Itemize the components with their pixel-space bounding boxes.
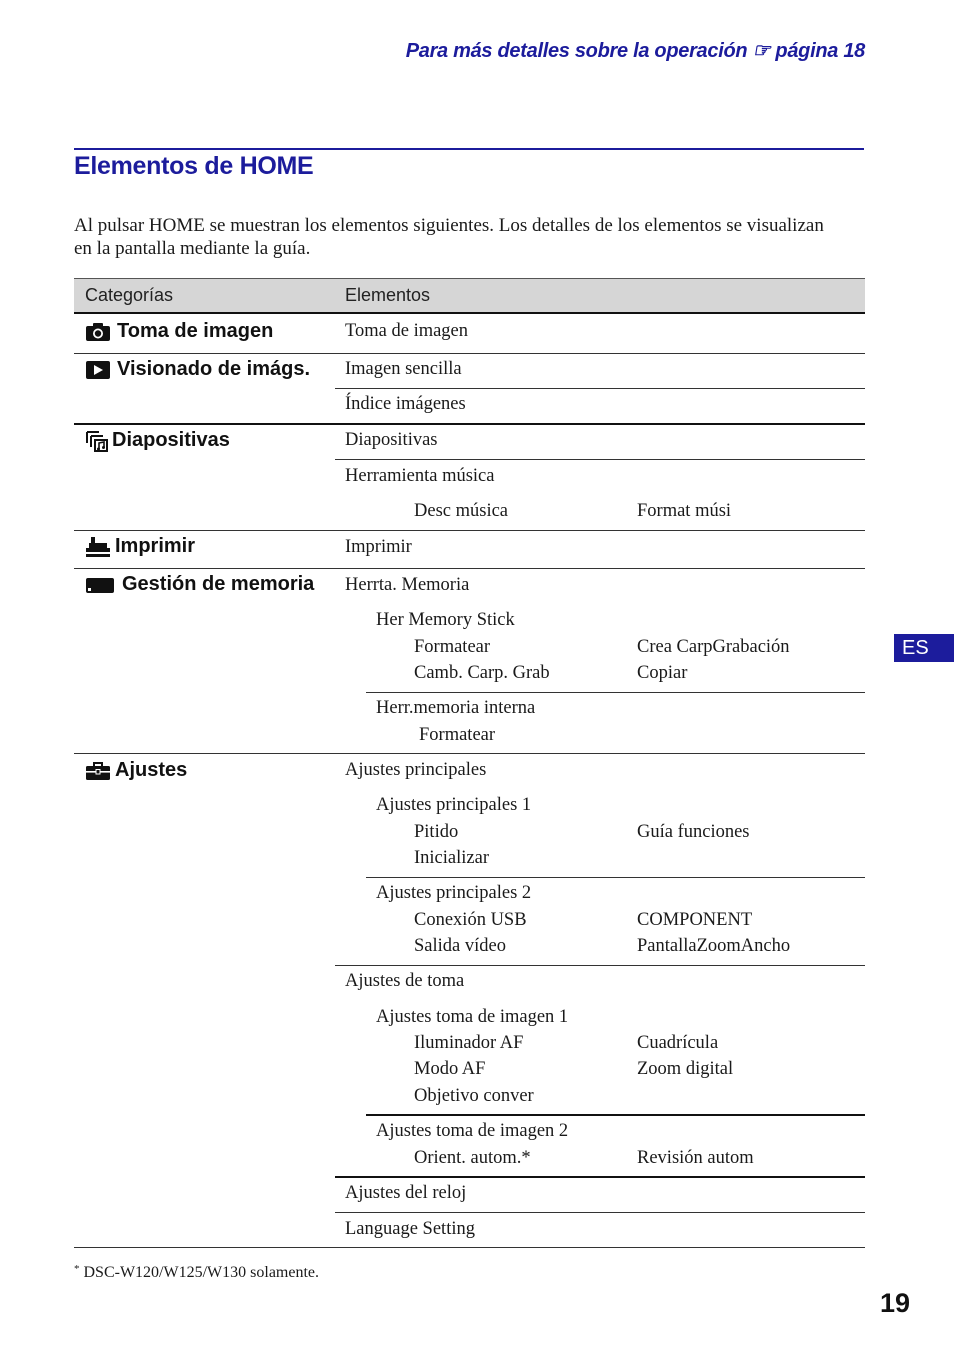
item-modo-af: Modo AF	[414, 1059, 486, 1079]
footnote	[74, 1263, 319, 1282]
operation-details-link[interactable]: Para más detalles sobre la operación ☞ página 18	[405, 40, 865, 62]
row-divider	[74, 568, 865, 569]
item-formatear: Formatear	[414, 637, 491, 657]
row-divider	[335, 388, 865, 389]
category-label: Visionado de imágs.	[117, 358, 311, 380]
camera-icon	[85, 322, 111, 342]
item-imagen-sencilla: Imagen sencilla	[345, 359, 462, 379]
title-rule	[74, 148, 864, 150]
item-pantalla-zoom-ancho: PantallaZoomAncho	[637, 936, 791, 956]
table-header	[74, 278, 865, 314]
item-objetivo-conver: Objetivo conver	[414, 1086, 534, 1106]
category-visionado	[85, 358, 310, 381]
item-herrta-memoria: Herrta. Memoria	[345, 575, 470, 595]
language-tab: ES	[894, 634, 954, 662]
row-divider	[335, 1176, 865, 1178]
item-ajustes-principales: Ajustes principales	[345, 760, 487, 780]
item-revision-autom: Revisión autom	[637, 1148, 754, 1168]
item-ajustes-principales-1: Ajustes principales 1	[376, 795, 532, 815]
row-divider	[335, 1212, 865, 1213]
category-label: Toma de imagen	[117, 320, 274, 342]
item-cuadricula: Cuadrícula	[637, 1033, 719, 1053]
footnote-mark: *	[74, 1263, 80, 1275]
row-divider	[335, 965, 865, 966]
row-divider	[74, 423, 865, 425]
item-diapositivas: Diapositivas	[345, 430, 438, 450]
item-ajustes-de-toma: Ajustes de toma	[345, 971, 465, 991]
item-zoom-digital: Zoom digital	[637, 1059, 734, 1079]
memory-card-icon	[85, 575, 115, 595]
category-diapositivas	[85, 429, 230, 452]
item-camb-carp-grab: Camb. Carp. Grab	[414, 663, 550, 683]
item-copiar: Copiar	[637, 663, 688, 683]
item-orient-autom: Orient. autom.*	[414, 1148, 531, 1168]
category-toma-de-imagen	[85, 320, 273, 343]
item-formatear: Formatear	[419, 725, 496, 745]
item-ajustes-toma-1: Ajustes toma de imagen 1	[376, 1007, 569, 1027]
category-label: Ajustes	[115, 759, 188, 781]
item-crea-carp-grabacion: Crea CarpGrabación	[637, 637, 790, 657]
row-divider	[366, 692, 865, 693]
item-language-setting: Language Setting	[345, 1219, 475, 1239]
row-divider	[366, 1114, 865, 1116]
printer-icon	[85, 536, 111, 558]
page-number: 19	[880, 1288, 911, 1318]
toolbox-icon	[85, 760, 111, 782]
category-label: Diapositivas	[112, 429, 230, 451]
item-her-memory-stick: Her Memory Stick	[376, 610, 515, 630]
category-ajustes	[85, 759, 187, 782]
category-label: Imprimir	[115, 535, 196, 557]
item-pitido: Pitido	[414, 822, 459, 842]
item-toma-de-imagen: Toma de imagen	[345, 321, 469, 341]
item-desc-musica: Desc música	[414, 501, 509, 521]
item-iluminador-af: Iluminador AF	[414, 1033, 524, 1053]
footnote-text: DSC-W120/W125/W130 solamente.	[83, 1264, 320, 1281]
header-categorias: Categorías	[85, 285, 174, 305]
row-divider	[335, 459, 865, 460]
item-format-musi: Format músi	[637, 501, 732, 521]
item-ajustes-principales-2: Ajustes principales 2	[376, 883, 532, 903]
page-title: Elementos de HOME	[74, 152, 314, 180]
header-elementos: Elementos	[345, 285, 431, 305]
item-conexion-usb: Conexión USB	[414, 910, 527, 930]
category-label: Gestión de memoria	[122, 573, 315, 595]
category-imprimir	[85, 535, 195, 558]
item-guia-funciones: Guía funciones	[637, 822, 750, 842]
row-divider	[74, 1247, 865, 1248]
row-divider	[74, 353, 865, 354]
row-divider	[74, 530, 865, 531]
item-herr-memoria-interna: Herr.memoria interna	[376, 698, 536, 718]
item-imprimir: Imprimir	[345, 537, 412, 557]
intro-paragraph: Al pulsar HOME se muestran los elementos siguientes. Los detalles de los elementos se visualizan en la pantalla mediante la guía.	[74, 215, 824, 259]
play-icon	[85, 360, 111, 380]
item-inicializar: Inicializar	[414, 848, 489, 868]
item-indice-imagenes: Índice imágenes	[345, 394, 466, 414]
item-salida-video: Salida vídeo	[414, 936, 506, 956]
item-ajustes-del-reloj: Ajustes del reloj	[345, 1183, 467, 1203]
item-ajustes-toma-2: Ajustes toma de imagen 2	[376, 1121, 569, 1141]
category-gestion-memoria	[85, 573, 314, 596]
item-herramienta-musica: Herramienta música	[345, 466, 495, 486]
row-divider	[366, 877, 865, 878]
row-divider	[74, 753, 865, 754]
slideshow-icon	[85, 430, 109, 452]
item-component: COMPONENT	[637, 910, 753, 930]
